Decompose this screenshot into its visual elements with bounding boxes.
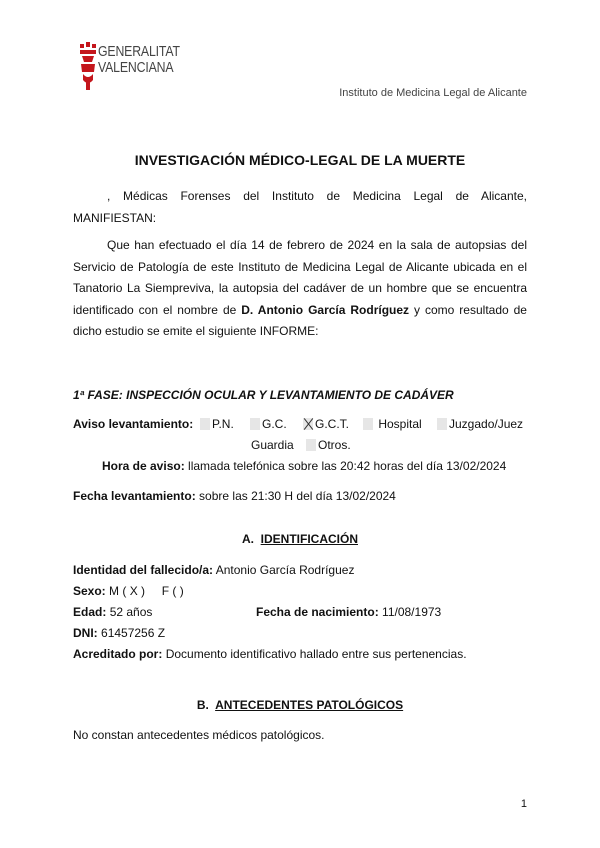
guardia-text: Guardia — [251, 438, 294, 452]
dni-value: 61457256 Z — [101, 626, 166, 640]
checkbox-gct-checked[interactable] — [303, 418, 313, 430]
acreditado-value: Documento identificativo hallado entre sus pertenencias. — [165, 647, 467, 661]
checkbox-gc[interactable] — [250, 418, 260, 430]
checkbox-hospital[interactable] — [363, 418, 373, 430]
hora-label: Hora de aviso: — [102, 459, 185, 473]
logo-wordmark — [98, 44, 180, 76]
section-a-heading — [0, 532, 600, 546]
sexo-f: F ( ) — [161, 584, 184, 598]
option-gct-label: G.C.T. — [315, 417, 350, 431]
option-juzgado-label: Juzgado/Juez — [449, 417, 524, 431]
option-gct — [303, 417, 349, 432]
hora-value: llamada telefónica sobre las 20:42 horas del día 13/02/2024 — [188, 459, 507, 473]
option-pn — [200, 417, 234, 432]
sexo-row — [73, 584, 184, 599]
aviso-row — [73, 417, 193, 432]
hora-aviso-row — [102, 459, 506, 474]
acreditado-row — [73, 647, 467, 662]
body-line-1: Que han efectuado el día 14 de febrero de 2024 en la sala de autopsias del — [107, 238, 527, 252]
acreditado-label: Acreditado por: — [73, 647, 163, 661]
option-otros-label: Otros. — [318, 438, 351, 452]
institute-header: Instituto de Medicina Legal de Alicante — [339, 87, 527, 99]
logo-line-2: VALENCIANA — [98, 59, 174, 76]
edad-label: Edad: — [73, 605, 107, 619]
body-line-4-post: y como resultado de — [414, 302, 527, 317]
body-line-4 — [73, 300, 527, 322]
dni-label: DNI: — [73, 626, 98, 640]
dni-row — [73, 626, 165, 641]
option-hospital — [363, 417, 422, 432]
intro-paragraph — [73, 186, 527, 229]
edad-row — [73, 605, 152, 620]
section-b-letter: B. — [196, 698, 209, 712]
identidad-label: Identidad del fallecido/a: — [73, 563, 214, 577]
body-line-2: Servicio de Patología de este Instituto de Medicina Legal de Alicante ubicada en el — [73, 259, 527, 274]
body-line-4-pre: identificado con el nombre de — [73, 302, 237, 317]
option-gc-label: G.C. — [262, 417, 287, 431]
body-line-3: Tanatorio La Siempreviva, la autopsia del cadáver de un hombre que se encuentra — [73, 281, 527, 295]
section-b-title: ANTECEDENTES PATOLÓGICOS — [215, 698, 404, 712]
body-paragraph — [73, 235, 527, 343]
identidad-row — [73, 563, 354, 578]
body-line-5: dicho estudio se emite el siguiente INFORME: — [73, 324, 319, 338]
option-gc — [250, 417, 287, 432]
nacimiento-row — [256, 605, 441, 620]
nacimiento-value: 11/08/1973 — [382, 605, 442, 619]
section-b-heading — [0, 698, 600, 712]
fecha-label: Fecha levantamiento: — [73, 489, 196, 503]
coat-of-arms-icon — [78, 42, 100, 92]
deceased-name: D. Antonio García Rodríguez — [241, 302, 410, 317]
sexo-label: Sexo: — [73, 584, 106, 598]
fase1-heading: 1ª FASE: INSPECCIÓN OCULAR Y LEVANTAMIENTO DE CADÁVER — [73, 388, 454, 402]
checkbox-pn[interactable] — [200, 418, 210, 430]
intro-line-1: , Médicas Forenses del Instituto de Medicina Legal de Alicante, — [107, 189, 527, 203]
option-pn-label: P.N. — [212, 417, 234, 431]
section-b-text: No constan antecedentes médicos patológicos. — [73, 728, 325, 742]
option-otros — [306, 438, 351, 453]
document-title: INVESTIGACIÓN MÉDICO-LEGAL DE LA MUERTE — [134, 152, 466, 168]
fecha-levantamiento-row — [73, 489, 396, 504]
intro-line-2: MANIFIESTAN: — [73, 210, 157, 225]
logo-line-1: GENERALITAT — [98, 43, 180, 60]
section-a-title: IDENTIFICACIÓN — [260, 532, 358, 546]
fecha-value: sobre las 21:30 H del día 13/02/2024 — [199, 489, 396, 503]
checkbox-juzgado[interactable] — [437, 418, 447, 430]
identidad-value: Antonio García Rodríguez — [215, 563, 355, 577]
option-hospital-label: Hospital — [378, 417, 422, 431]
sexo-m: M ( X ) — [109, 584, 146, 598]
section-a-letter: A. — [241, 532, 254, 546]
edad-value: 52 años — [109, 605, 153, 619]
aviso-label: Aviso levantamiento: — [73, 417, 194, 431]
nacimiento-label: Fecha de nacimiento: — [256, 605, 379, 619]
page-number: 1 — [520, 798, 527, 810]
option-juzgado — [437, 417, 523, 432]
checkbox-otros[interactable] — [306, 439, 316, 451]
